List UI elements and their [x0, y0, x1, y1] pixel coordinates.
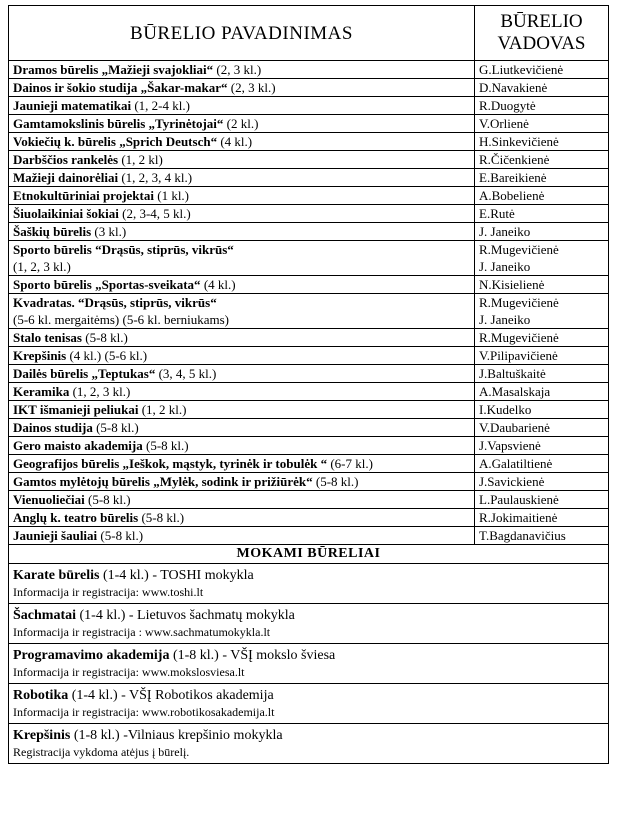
club-name-column-header: BŪRELIO PAVADINIMAS: [9, 6, 475, 61]
club-name: Gamtos mylėtojų būrelis „Mylėk, sodink ir prižiūrėk“: [13, 474, 313, 489]
club-name: Dailės būrelis „Teptukas“: [13, 366, 156, 381]
club-name: Jaunieji matematikai: [13, 98, 132, 113]
paid-club-cell: [9, 684, 609, 724]
club-leader-name: E.Bareikienė: [479, 170, 547, 185]
table-row: [9, 383, 609, 401]
paid-club-title-line: [13, 567, 604, 585]
paid-club-name: Programavimo akademija: [13, 648, 170, 663]
club-leader-cell: [475, 509, 609, 527]
club-leader-cell: [475, 294, 609, 329]
club-name-cell: [9, 169, 475, 187]
club-leader-name: R.Mugevičienė: [479, 242, 559, 257]
club-grades: (4 kl.): [200, 277, 236, 292]
club-leader-cell: [475, 329, 609, 347]
table-row: [9, 365, 609, 383]
club-leader-cell: [475, 223, 609, 241]
club-grades: (1 kl.): [153, 188, 190, 203]
club-leader-name: J.Baltuškaitė: [479, 366, 546, 381]
club-leader-name: A.Galatiltienė: [479, 456, 553, 471]
club-grades: (5-8 kl.): [138, 510, 185, 525]
table-row: [9, 133, 609, 151]
paid-club-provider: (1-4 kl.) - Lietuvos šachmatų mokykla: [76, 608, 295, 623]
club-leader-cell: [475, 115, 609, 133]
paid-club-name: Krepšinis: [13, 728, 71, 743]
paid-club-row: [9, 724, 609, 764]
club-leader-name: V.Pilipavičienė: [479, 348, 558, 363]
club-grades: (6-7 kl.): [327, 456, 373, 471]
paid-club-provider: (1-4 kl.) - TOSHI mokykla: [99, 568, 254, 583]
club-leader-name: E.Rutė: [479, 206, 515, 221]
club-name: Šaškių būrelis: [13, 224, 92, 239]
club-name: Dainos studija: [13, 420, 93, 435]
table-row: [9, 241, 609, 276]
club-name: Jaunieji šauliai: [13, 528, 98, 543]
table-row: [9, 97, 609, 115]
club-name: Gero maisto akademija: [13, 438, 143, 453]
club-grades: (5-8 kl.): [84, 492, 131, 507]
club-name: Darbščios rankelės: [13, 152, 119, 167]
club-grades: (4 kl.): [217, 134, 253, 149]
club-name: Šiuolaikiniai šokiai: [13, 206, 119, 221]
club-grades: (2, 3-4, 5 kl.): [118, 206, 191, 221]
club-schedule-page: [8, 5, 608, 764]
club-name-cell: [9, 205, 475, 223]
paid-clubs-table-body: [9, 545, 609, 564]
paid-club-name: Šachmatai: [13, 608, 76, 623]
leader-header-line-2: VADOVAS: [497, 33, 586, 54]
club-leader-column-header: [475, 6, 609, 61]
club-leader-name: J. Janeiko: [479, 312, 531, 327]
club-leader-name: G.Liutkevičienė: [479, 62, 564, 77]
table-row: [9, 169, 609, 187]
table-row: [9, 329, 609, 347]
club-grades: (5-8 kl.): [92, 420, 139, 435]
club-leader-name: I.Kudelko: [479, 402, 532, 417]
club-grades: (5-8 kl.): [142, 438, 189, 453]
club-name-cell: [9, 79, 475, 97]
club-grades: (5-8 kl.): [81, 330, 128, 345]
club-name-cell: [9, 115, 475, 133]
club-leader-name: T.Bagdanavičius: [479, 528, 566, 543]
paid-club-cell: [9, 724, 609, 764]
club-name-cell: [9, 401, 475, 419]
paid-club-cell: [9, 644, 609, 684]
club-name: Vokiečių k. būrelis „Sprich Deutsch“: [13, 134, 218, 149]
club-name: Keramika: [13, 384, 70, 399]
clubs-table-body: [9, 61, 609, 545]
club-leader-name: J.Vapsvienė: [479, 438, 541, 453]
table-row: [9, 491, 609, 509]
club-leader-cell: [475, 133, 609, 151]
club-grades: (1, 2-4 kl.): [131, 98, 190, 113]
table-row: [9, 347, 609, 365]
club-name-cell: [9, 133, 475, 151]
club-leader-name: L.Paulauskienė: [479, 492, 559, 507]
club-name-cell: [9, 455, 475, 473]
club-leader-name: V.Orlienė: [479, 116, 529, 131]
club-grades: (1, 2, 3 kl.): [69, 384, 131, 399]
club-leader-name: A.Masalskaja: [479, 384, 551, 399]
club-grades: (1, 2 kl): [118, 152, 163, 167]
club-grades: (4 kl.) (5-6 kl.): [66, 348, 148, 363]
club-name-cell: [9, 419, 475, 437]
club-leader-cell: [475, 401, 609, 419]
paid-club-title-line: [13, 647, 604, 665]
club-grades: (2 kl.): [223, 116, 259, 131]
paid-club-registration-info: Informacija ir registracija : www.sachmatumokykla.lt: [13, 625, 271, 639]
paid-club-registration-info: Informacija ir registracija: www.toshi.lt: [13, 585, 204, 599]
club-name-cell: [9, 527, 475, 545]
club-leader-name: J.Savickienė: [479, 474, 545, 489]
table-row: [9, 473, 609, 491]
club-leader-cell: [475, 437, 609, 455]
paid-club-title-line: [13, 607, 604, 625]
table-row: [9, 419, 609, 437]
club-name: Sporto būrelis “Drąsūs, stiprūs, vikrūs“: [13, 242, 234, 257]
paid-clubs-list: [9, 564, 609, 764]
club-leader-name: J. Janeiko: [479, 259, 531, 274]
clubs-table: [8, 5, 609, 764]
paid-club-row: [9, 684, 609, 724]
table-row: [9, 61, 609, 79]
club-name: Kvadratas. “Drąsūs, stiprūs, vikrūs“: [13, 295, 217, 310]
club-grades-line-2: (5-6 kl. mergaitėms) (5-6 kl. berniukams): [13, 312, 230, 327]
paid-club-row: [9, 564, 609, 604]
paid-section-row: [9, 545, 609, 564]
paid-club-registration-info: Registracija vykdoma atėjus į būrelį.: [13, 745, 190, 759]
paid-section-title: MOKAMI BŪRELIAI: [9, 545, 609, 564]
club-name-cell: [9, 509, 475, 527]
club-leader-name: N.Kisielienė: [479, 277, 545, 292]
club-leader-name: R.Duogytė: [479, 98, 536, 113]
table-row: [9, 509, 609, 527]
club-name: Dainos ir šokio studija „Šakar-makar“: [13, 80, 228, 95]
table-header-row: [9, 6, 609, 61]
club-name-cell: [9, 294, 475, 329]
club-leader-cell: [475, 205, 609, 223]
club-leader-cell: [475, 187, 609, 205]
club-name: Sporto būrelis „Sportas-sveikata“: [13, 277, 201, 292]
club-leader-cell: [475, 365, 609, 383]
club-grades: (5-8 kl.): [97, 528, 144, 543]
club-leader-name: R.Čičenkienė: [479, 152, 550, 167]
club-name: Vienuoliečiai: [13, 492, 85, 507]
club-name: Anglų k. teatro būrelis: [13, 510, 139, 525]
club-leader-cell: [475, 419, 609, 437]
club-name: Etnokultūriniai projektai: [13, 188, 154, 203]
club-leader-cell: [475, 169, 609, 187]
paid-club-registration-info: Informacija ir registracija: www.mokslosviesa.lt: [13, 665, 245, 679]
club-leader-cell: [475, 79, 609, 97]
club-leader-name: R.Mugevičienė: [479, 295, 559, 310]
paid-club-provider: (1-8 kl.) -Vilniaus krepšinio mokykla: [70, 728, 283, 743]
club-name-cell: [9, 276, 475, 294]
club-name-cell: [9, 473, 475, 491]
club-name: Stalo tenisas: [13, 330, 82, 345]
club-grades: (3 kl.): [91, 224, 127, 239]
club-name-cell: [9, 97, 475, 115]
club-leader-name: J. Janeiko: [479, 224, 531, 239]
table-row: [9, 223, 609, 241]
club-leader-name: H.Sinkevičienė: [479, 134, 559, 149]
club-name-cell: [9, 347, 475, 365]
club-leader-cell: [475, 383, 609, 401]
club-leader-cell: [475, 491, 609, 509]
club-leader-cell: [475, 241, 609, 276]
club-name-cell: [9, 61, 475, 79]
club-name: Krepšinis: [13, 348, 67, 363]
club-grades: (1, 2, 3, 4 kl.): [118, 170, 193, 185]
table-row: [9, 401, 609, 419]
club-grades-line-2: (1, 2, 3 kl.): [13, 259, 71, 274]
club-leader-cell: [475, 527, 609, 545]
club-name: Geografijos būrelis „Ieškok, mąstyk, tyrinėk ir tobulėk “: [13, 456, 328, 471]
club-leader-cell: [475, 473, 609, 491]
club-name-cell: [9, 187, 475, 205]
table-row: [9, 205, 609, 223]
club-grades: (3, 4, 5 kl.): [155, 366, 217, 381]
paid-club-title-line: [13, 687, 604, 705]
club-name-cell: [9, 383, 475, 401]
paid-club-provider: (1-4 kl.) - VŠĮ Robotikos akademija: [68, 688, 274, 703]
paid-club-cell: [9, 604, 609, 644]
club-leader-name: A.Bobelienė: [479, 188, 545, 203]
club-name-cell: [9, 437, 475, 455]
club-grades: (2, 3 kl.): [213, 62, 262, 77]
club-name-cell: [9, 329, 475, 347]
club-grades: (1, 2 kl.): [138, 402, 187, 417]
club-leader-cell: [475, 347, 609, 365]
paid-club-cell: [9, 564, 609, 604]
club-leader-cell: [475, 151, 609, 169]
club-leader-name: D.Navakienė: [479, 80, 548, 95]
club-name-cell: [9, 223, 475, 241]
club-leader-name: V.Daubarienė: [479, 420, 550, 435]
table-row: [9, 151, 609, 169]
club-leader-cell: [475, 61, 609, 79]
paid-club-provider: (1-8 kl.) - VŠĮ mokslo šviesa: [169, 648, 336, 663]
paid-club-name: Robotika: [13, 688, 69, 703]
table-row: [9, 79, 609, 97]
paid-club-row: [9, 604, 609, 644]
club-name: Mažieji dainorėliai: [13, 170, 119, 185]
paid-club-title-line: [13, 727, 604, 745]
club-leader-cell: [475, 276, 609, 294]
table-row: [9, 527, 609, 545]
club-name: Dramos būrelis „Mažieji svajokliai“: [13, 62, 214, 77]
table-row: [9, 115, 609, 133]
club-name: Gamtamokslinis būrelis „Tyrinėtojai“: [13, 116, 224, 131]
table-row: [9, 455, 609, 473]
leader-header-line-1: BŪRELIO: [500, 11, 583, 32]
club-name-cell: [9, 241, 475, 276]
club-leader-name: R.Mugevičienė: [479, 330, 559, 345]
club-leader-cell: [475, 455, 609, 473]
club-name-cell: [9, 491, 475, 509]
table-row: [9, 187, 609, 205]
club-leader-cell: [475, 97, 609, 115]
club-name-cell: [9, 151, 475, 169]
club-name-cell: [9, 365, 475, 383]
paid-club-name: Karate būrelis: [13, 568, 100, 583]
club-leader-name: R.Jokimaitienė: [479, 510, 558, 525]
club-grades: (5-8 kl.): [312, 474, 359, 489]
table-row: [9, 276, 609, 294]
paid-club-registration-info: Informacija ir registracija: www.robotikosakademija.lt: [13, 705, 275, 719]
table-row: [9, 437, 609, 455]
club-grades: (2, 3 kl.): [227, 80, 276, 95]
table-row: [9, 294, 609, 329]
club-name: IKT išmanieji peliukai: [13, 402, 139, 417]
paid-club-row: [9, 644, 609, 684]
